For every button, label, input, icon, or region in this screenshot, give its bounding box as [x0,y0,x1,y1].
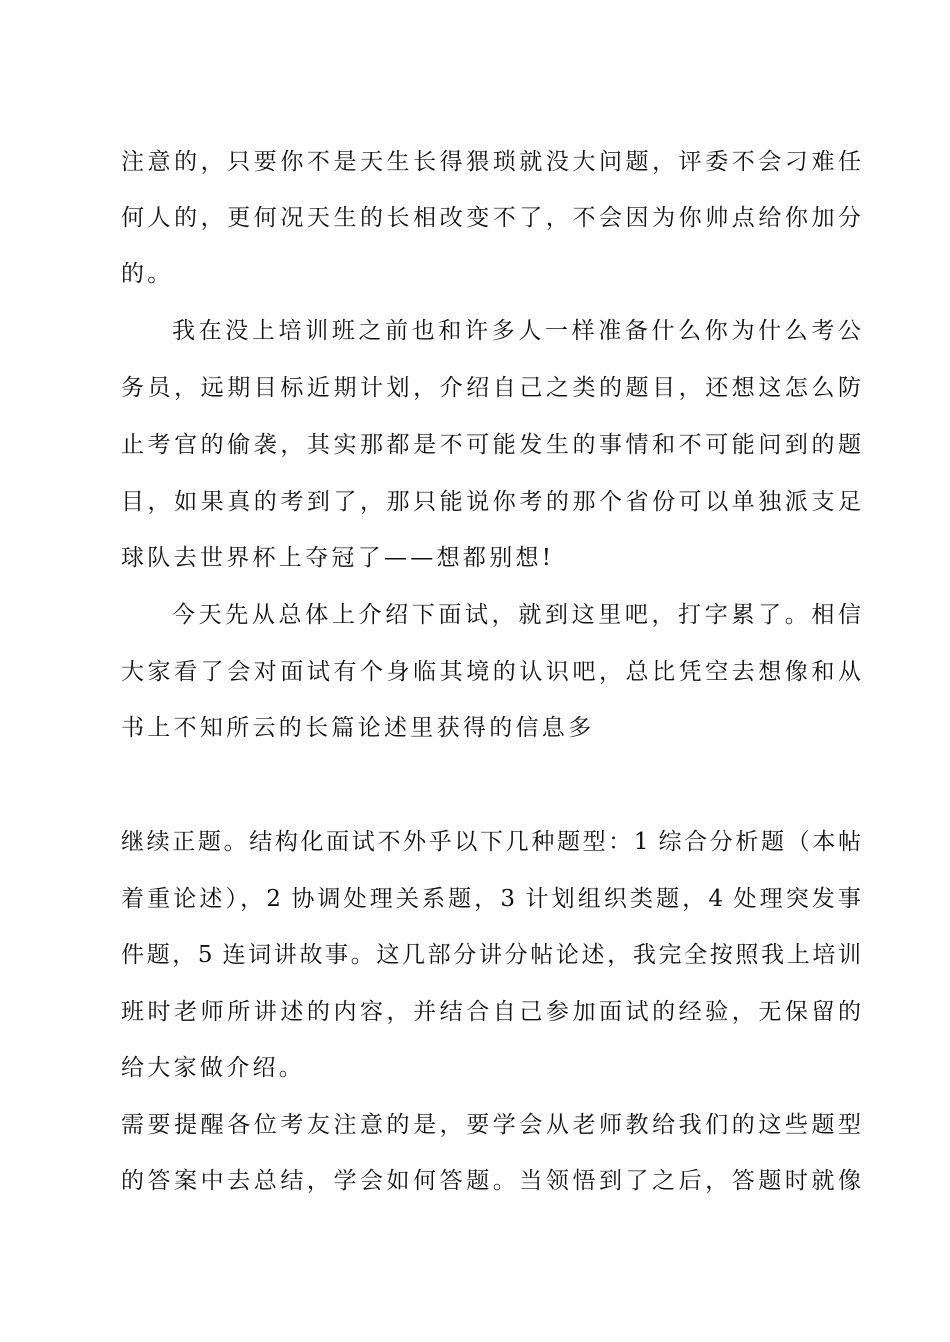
text-line-1: 注意的，只要你不是天生长得猥琐就没大问题，评委不会刁难任 [121,149,861,175]
text-line-17: 需要提醒各位考友注意的是，要学会从老师教给我们的这些题型 [121,1112,861,1138]
text-line-5: 务员，远期目标近期计划，介绍自己之类的题目，还想这怎么防 [121,375,861,401]
text-line-10: 大家看了会对面试有个身临其境的认识吧，总比凭空去想像和从 [121,659,861,685]
text-line-3: 的。 [121,261,174,287]
text-line-13: 着重论述），2 协调处理关系题，3 计划组织类题，4 处理突发事 [121,886,861,912]
text-line-8: 球队去世界杯上夺冠了——想都别想! [121,545,555,571]
text-line-6: 止考官的偷袭，其实那都是不可能发生的事情和不可能问到的题 [121,432,861,458]
text-line-9: 今天先从总体上介绍下面试，就到这里吧，打字累了。相信 [172,602,861,628]
text-line-12: 继续正题。结构化面试不外乎以下几种题型：1 综合分析题（本帖 [121,829,861,855]
text-line-18: 的答案中去总结，学会如何答题。当领悟到了之后，答题时就像 [121,1168,861,1194]
text-line-2: 何人的，更何况天生的长相改变不了，不会因为你帅点给你加分 [121,205,861,231]
text-line-4: 我在没上培训班之前也和许多人一样准备什么你为什么考公 [172,318,861,344]
text-line-14: 件题，5 连词讲故事。这几部分讲分帖论述，我完全按照我上培训 [121,942,861,968]
text-line-15: 班时老师所讲述的内容，并结合自己参加面试的经验，无保留的 [121,999,861,1025]
text-line-11: 书上不知所云的长篇论述里获得的信息多 [121,715,595,741]
text-line-16: 给大家做介绍。 [121,1055,306,1081]
text-line-7: 目，如果真的考到了，那只能说你考的那个省份可以单独派支足 [121,489,861,515]
